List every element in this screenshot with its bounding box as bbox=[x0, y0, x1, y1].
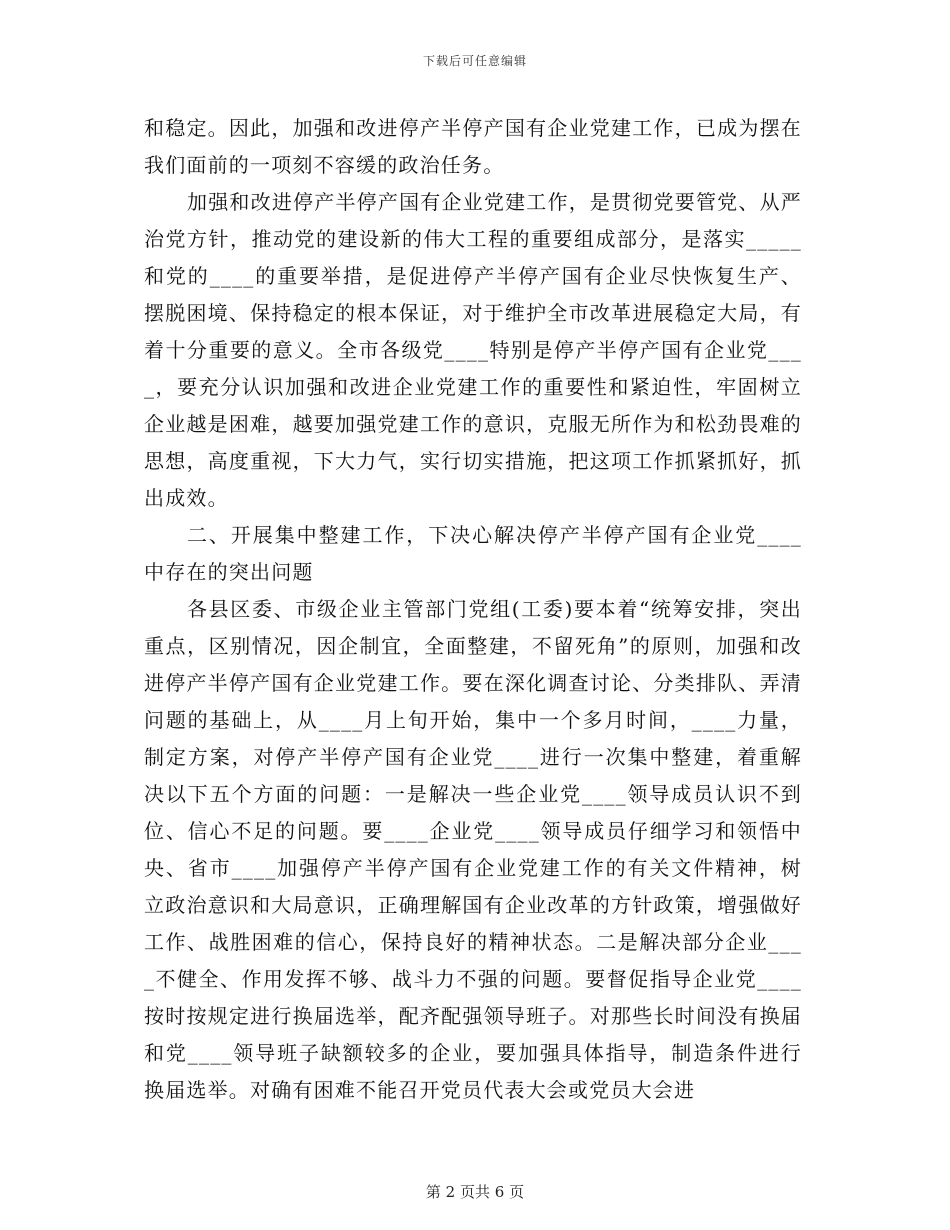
paragraph-importance: 加强和改进停产半停产国有企业党建工作，是贯彻党要管党、从严治党方针，推动党的建设新的伟大工程的重要组成部分，是落实_____和党的____的重要举措，是促进停产半停产国有企业尽快恢复生产、摆脱困境、保持稳定的根本保证，对于维护全市改革进展稳定大局，有着十分重要的意义。全市各级党____特别是停产半停产国有企业党____，要充分认识加强和改进企业党建工作的重要性和紧迫性，牢固树立企业越是困难，越要加强党建工作的意识，克服无所作为和松劲畏难的思想，高度重视，下大力气，实行切实措施，把这项工作抓紧抓好，抓出成效。 bbox=[144, 190, 802, 510]
section-heading-two: 二、开展集中整建工作，下决心解决停产半停产国有企业党____中存在的突出问题 bbox=[144, 523, 802, 584]
paragraph-rectification: 各县区委、市级企业主管部门党组(工委)要本着“统筹安排，突出重点，区别情况，因企制宜，全面整建，不留死角”的原则，加强和改进停产半停产国有企业党建工作。要在深化调查讨论、分类排队、弄清问题的基础上，从____月上旬开始，集中一个多月时间，____力量，制定方案，对停产半停产国有企业党____进行一次集中整建，着重解决以下五个方面的问题：一是解决一些企业党____领导成员认识不到位、信心不足的问题。要____企业党____领导成员仔细学习和领悟中央、省市____加强停产半停产国有企业党建工作的有关文件精神，树立政治意识和大局意识，正确理解国有企业改革的方针政策，增强做好工作、战胜困难的信心，保持良好的精神状态。二是解决部分企业____不健全、作用发挥不够、战斗力不强的问题。要督促指导企业党____按时按规定进行换届选举，配齐配强领导班子。对那些长时间没有换届和党____领导班子缺额较多的企业，要加强具体指导，制造条件进行换届选举。对确有困难不能召开党员代表大会或党员大会进 bbox=[144, 597, 802, 1102]
document-body bbox=[144, 110, 802, 1109]
page-header-note: 下载后可任意编辑 bbox=[422, 54, 527, 68]
paragraph-continuation: 和稳定。因此，加强和改进停产半停产国有企业党建工作，已成为摆在我们面前的一项刻不容缓的政治任务。 bbox=[144, 116, 802, 177]
page-number: 第 2 页共 6 页 bbox=[425, 1183, 525, 1201]
